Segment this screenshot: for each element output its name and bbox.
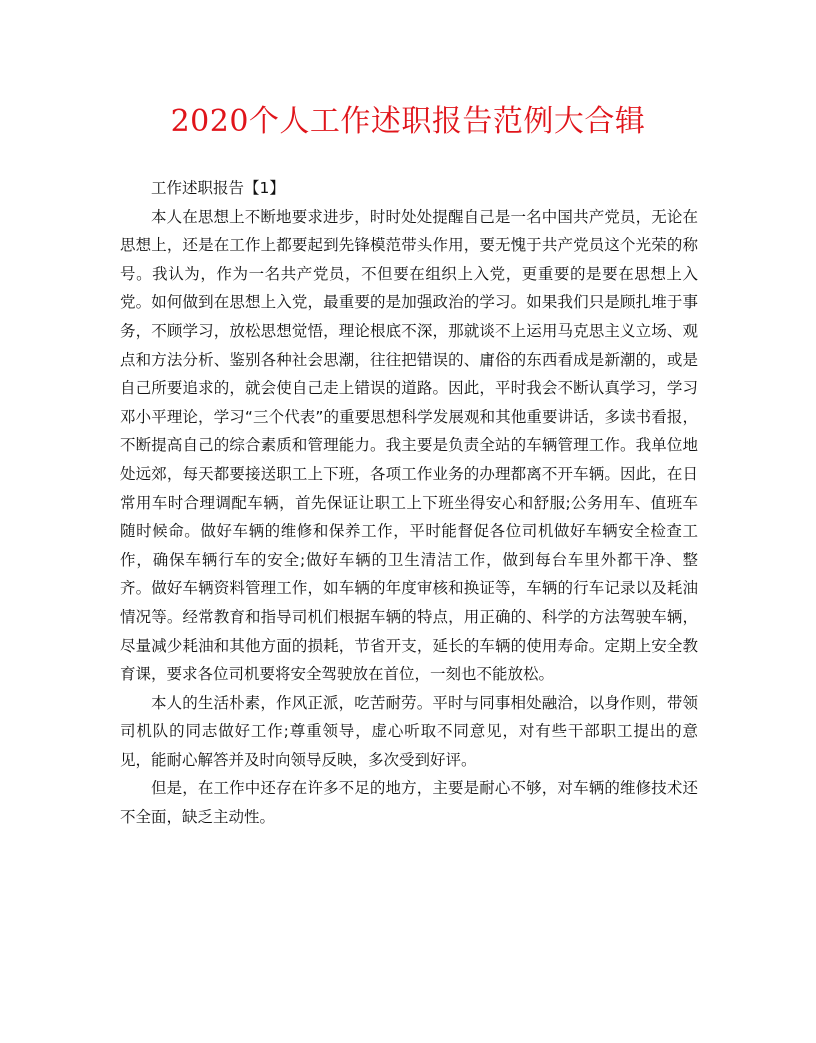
- document-body: [120, 174, 698, 832]
- paragraph-2: 本人的生活朴素，作风正派，吃苦耐劳。平时与同事相处融洽，以身作则，带领司机队的同志做好工作;尊重领导，虚心听取不同意见，对有些干部职工提出的意见，能耐心解答并及时向领导反映，多次受到好评。: [120, 693, 698, 769]
- document-title: 2020个人工作述职报告范例大合辑: [170, 104, 646, 139]
- section-heading: 工作述职报告【1】: [151, 179, 285, 197]
- paragraph-1: 本人在思想上不断地要求进步，时时处处提醒自己是一名中国共产党员，无论在思想上，还是在工作上都要起到先锋模范带头作用，要无愧于共产党员这个光荣的称号。我认为，作为一名共产党员，不但要在组织上入党，更重要的是要在思想上入党。如何做到在思想上入党，最重要的是加强政治的学习。如果我们只是顾扎堆于事务，不顾学习，放松思想觉悟，理论根底不深，那就谈不上运用马克思主义立场、观点和方法分析、鉴别各种社会思潮，往往把错误的、庸俗的东西看成是新潮的，或是自己所要追求的，就会使自己走上错误的道路。因此，平时我会不断认真学习，学习邓小平理论，学习“三个代表”的重要思想科学发展观和其他重要讲话，多读书看报，不断提高自己的综合素质和管理能力。我主要是负责全站的车辆管理工作。我单位地处远郊，每天都要接送职工上下班，各项工作业务的办理都离不开车辆。因此，在日常用车时合理调配车辆，首先保证让职工上下班坐得安心和舒服;公务用车、值班车随时候命。做好车辆的维修和保养工作，平时能督促各位司机做好车辆安全检查工作，确保车辆行车的安全;做好车辆的卫生清洁工作，做到每台车里外都干净、整齐。做好车辆资料管理工作，如车辆的年度审核和换证等，车辆的行车记录以及耗油情况等。经常教育和指导司机们根据车辆的特点，用正确的、科学的方法驾驶车辆，尽量减少耗油和其他方面的损耗，节省开支，延长的车辆的使用寿命。定期上安全教育课，要求各位司机要将安全驾驶放在首位，一刻也不能放松。: [120, 207, 698, 684]
- paragraph-3: 但是，在工作中还存在许多不足的地方，主要是耐心不够，对车辆的维修技术还不全面，缺乏主动性。: [120, 779, 698, 827]
